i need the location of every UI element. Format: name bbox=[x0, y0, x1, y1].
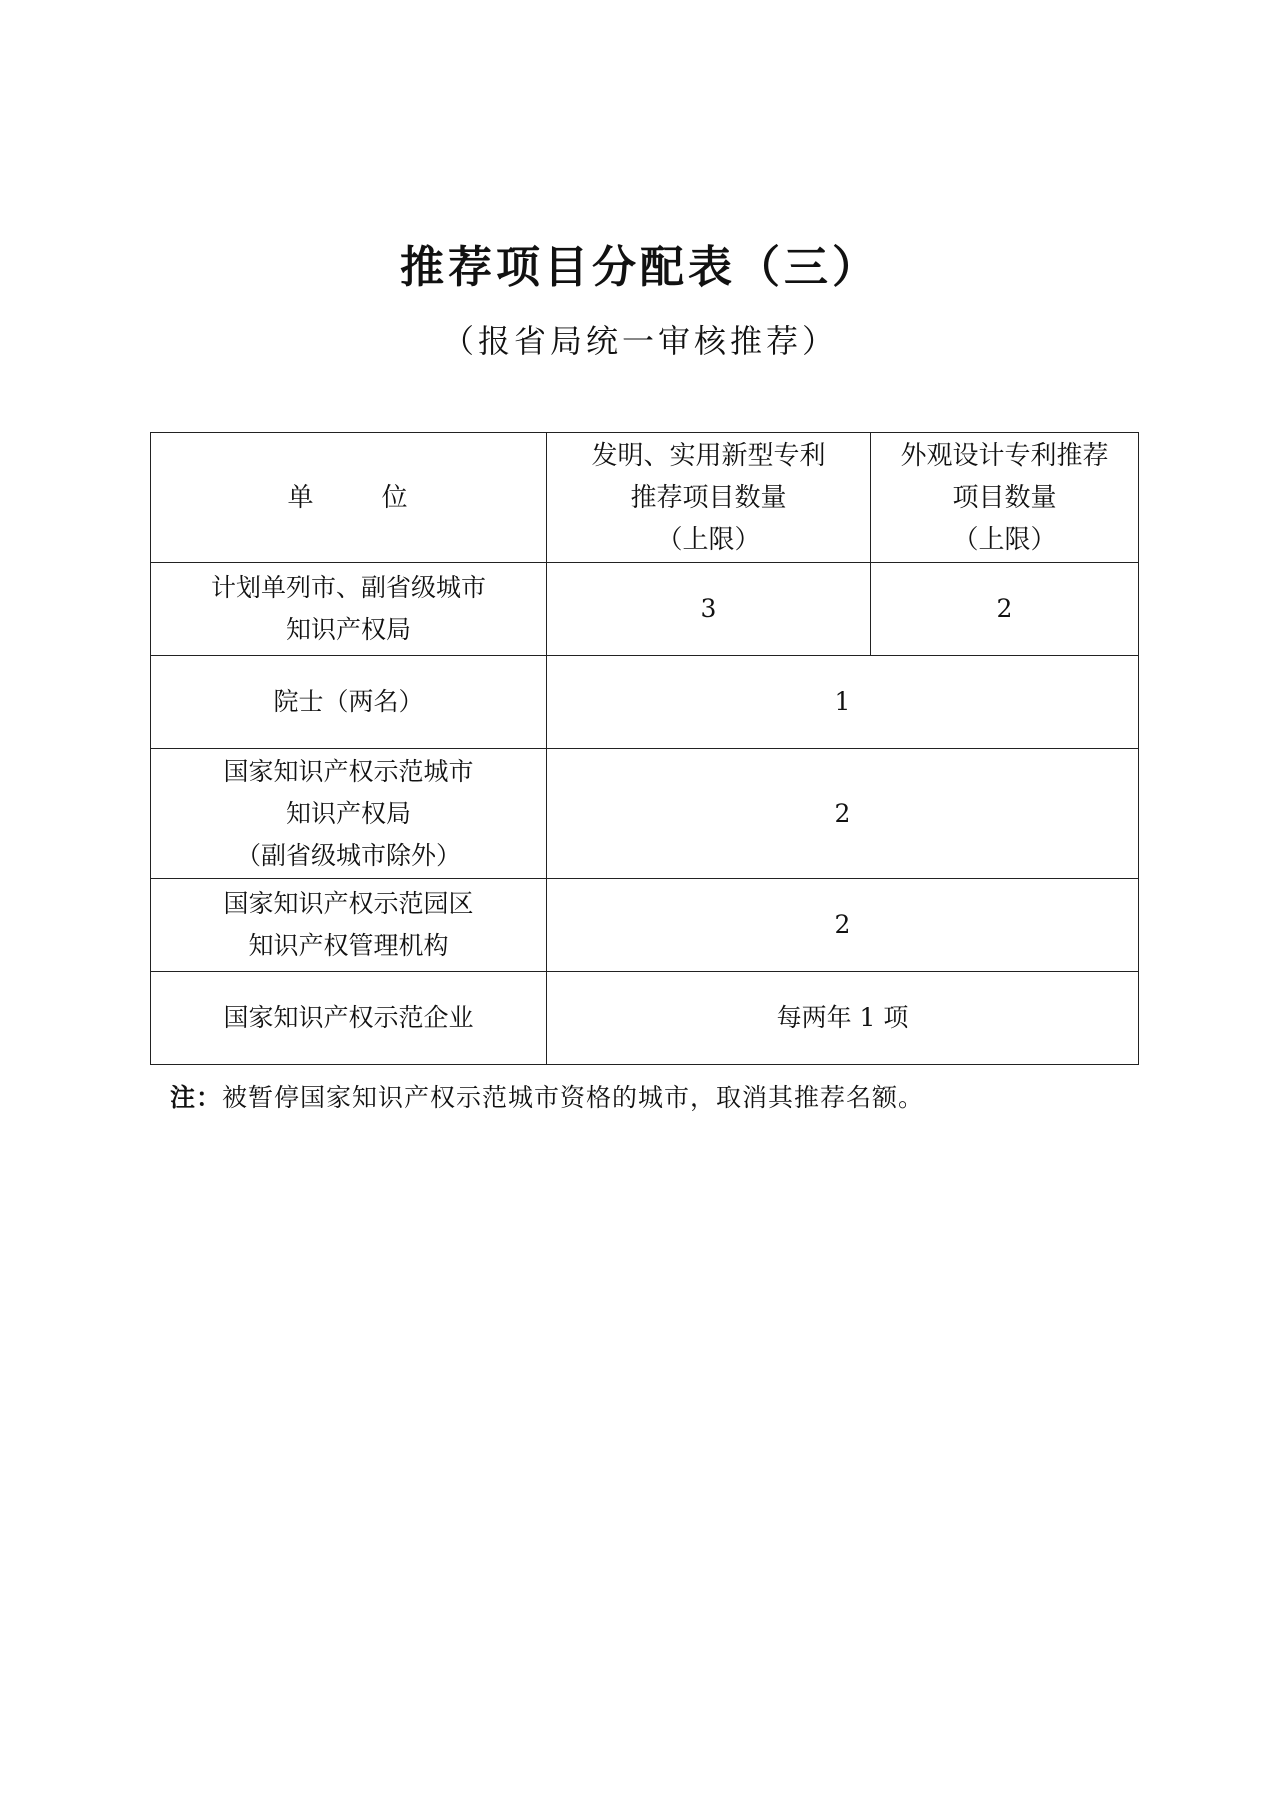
unit-line: 知识产权局 bbox=[285, 615, 411, 644]
unit-line: 知识产权管理机构 bbox=[248, 931, 449, 960]
unit-line: （副省级城市除外） bbox=[235, 840, 461, 870]
header-invention-line: （上限） bbox=[656, 524, 761, 555]
unit-cell bbox=[151, 749, 547, 879]
table-row bbox=[151, 972, 1139, 1065]
page-subtitle: （报省局统一审核推荐） bbox=[441, 322, 838, 360]
invention-count-cell: 3 bbox=[547, 563, 871, 656]
design-count-cell: 2 bbox=[871, 563, 1139, 656]
combined-count-cell: 2 bbox=[547, 749, 1139, 879]
header-unit bbox=[151, 433, 547, 563]
unit-line: 国家知识产权示范城市 bbox=[223, 756, 474, 786]
header-design-line: 项目数量 bbox=[952, 482, 1057, 513]
header-invention-line: 发明、实用新型专利 bbox=[591, 440, 826, 471]
footnote-label: 注： bbox=[170, 1083, 223, 1112]
header-unit-part2: 位 bbox=[381, 482, 410, 513]
unit-line: 院士（两名） bbox=[273, 687, 424, 716]
combined-count-cell: 每两年 1 项 bbox=[547, 972, 1139, 1065]
table-row bbox=[151, 656, 1139, 749]
header-invention-line: 推荐项目数量 bbox=[630, 482, 787, 513]
unit-cell bbox=[151, 563, 547, 656]
allocation-table bbox=[150, 432, 1139, 1065]
combined-count-cell: 1 bbox=[547, 656, 1139, 749]
unit-line: 国家知识产权示范企业 bbox=[223, 1003, 474, 1032]
table-header-row bbox=[151, 433, 1139, 563]
unit-line: 知识产权局 bbox=[285, 798, 411, 828]
table-row bbox=[151, 563, 1139, 656]
combined-count-cell: 2 bbox=[547, 879, 1139, 972]
header-design-line: （上限） bbox=[952, 524, 1057, 555]
unit-line: 计划单列市、副省级城市 bbox=[210, 573, 486, 602]
table-row bbox=[151, 749, 1139, 879]
table-row bbox=[151, 879, 1139, 972]
header-design-line: 外观设计专利推荐 bbox=[900, 440, 1109, 471]
unit-cell bbox=[151, 656, 547, 749]
header-invention bbox=[547, 433, 871, 563]
unit-cell bbox=[151, 879, 547, 972]
footnote bbox=[170, 1078, 924, 1118]
unit-cell bbox=[151, 972, 547, 1065]
header-design bbox=[871, 433, 1139, 563]
page-title: 推荐项目分配表（三） bbox=[400, 242, 880, 293]
header-unit-part1: 单 bbox=[287, 482, 316, 513]
footnote-text: 被暂停国家知识产权示范城市资格的城市，取消其推荐名额。 bbox=[222, 1083, 925, 1112]
unit-line: 国家知识产权示范园区 bbox=[223, 889, 474, 918]
